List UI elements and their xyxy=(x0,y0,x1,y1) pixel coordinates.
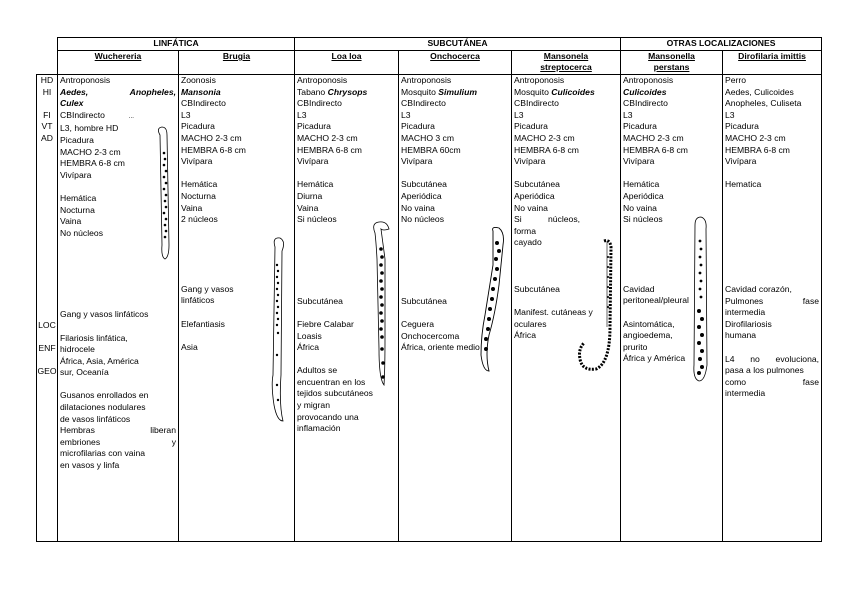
diro-enf-2: humana xyxy=(725,330,757,341)
oncho-hi-a: Mosquito xyxy=(401,86,439,97)
strep-ad-1: Picadura xyxy=(514,121,548,132)
wuch-note-5b: y xyxy=(171,436,176,447)
wuch-note-4a: Hembras xyxy=(60,425,95,436)
strep-hd: Antroponosis xyxy=(514,75,565,85)
loa-ad-3: HEMBRA 6-8 cm xyxy=(297,144,362,155)
diro-enf-1: Dirofilariosis xyxy=(725,318,772,329)
wuch-m-2: Nocturna xyxy=(60,204,95,215)
loa-ad-1: Picadura xyxy=(297,121,331,132)
row-label-ad: AD xyxy=(41,132,53,143)
loa-note-6: inflamación xyxy=(297,423,341,434)
oncho-hd: Antroponosis xyxy=(401,75,452,85)
wuch-hi-2: Anopheles, xyxy=(129,86,176,97)
corner-cell-2 xyxy=(37,51,58,75)
species-streptocerca-2: streptocerca xyxy=(540,62,592,72)
corner-cell xyxy=(37,38,58,51)
group-header-linfatica: LINFÁTICA xyxy=(58,38,295,51)
strep-ad-3: HEMBRA 6-8 cm xyxy=(514,144,579,155)
diro-note-1a: L4 xyxy=(725,353,735,364)
species-wuchereria: Wuchereria xyxy=(94,51,142,61)
strep-enf-1: Manifest. cutáneas y xyxy=(514,307,593,318)
brugia-loc-1: Gang y vasos xyxy=(181,283,234,294)
wuch-geo-2: sur, Oceanía xyxy=(60,367,109,378)
loa-hi-b: Chrysops xyxy=(327,86,368,97)
group-header-subcutanea: SUBCUTÁNEA xyxy=(295,38,621,51)
perst-ad-1: Picadura xyxy=(623,121,657,132)
wuch-ad-3: HEMBRA 6-8 cm xyxy=(60,158,125,169)
perst-geo: África y América xyxy=(623,353,686,364)
species-header-onchocerca xyxy=(399,51,512,75)
diro-ad-4: Vivípara xyxy=(725,156,757,167)
species-header-dirofilaria xyxy=(723,51,822,75)
row-label-vt: VT xyxy=(41,121,53,132)
diro-note-3b: fase xyxy=(802,376,820,387)
brugia-loc-2: linfáticos xyxy=(181,295,215,306)
loa-m-2: Diurna xyxy=(297,190,323,201)
diro-loc-2b: fase xyxy=(802,295,820,306)
species-dirofilaria: Dirofilaria imittis xyxy=(738,51,806,61)
loa-enf-2: Loasis xyxy=(297,330,322,341)
strep-m-3: No vaina xyxy=(514,202,548,213)
strep-ad-2: MACHO 2-3 cm xyxy=(514,132,575,143)
oncho-m-4: No núcleos xyxy=(401,214,445,225)
wuch-hd: Antroponosis xyxy=(60,75,111,85)
oncho-geo: África, oriente medio xyxy=(401,342,480,353)
brugia-ad-1: Picadura xyxy=(181,121,215,132)
perstans-microfilaria-illustration xyxy=(687,215,713,383)
oncho-enf-1: Ceguera xyxy=(401,318,434,329)
cell-onchocerca xyxy=(399,75,512,542)
strep-vt: L3 xyxy=(514,109,524,120)
brugia-m-4: 2 núcleos xyxy=(181,214,218,225)
wuch-enf-2: hidrocele xyxy=(60,344,95,355)
species-header-streptocerca xyxy=(512,51,621,75)
group-header-otras: OTRAS LOCALIZACIONES xyxy=(621,38,822,51)
perst-loc-1: Cavidad xyxy=(623,283,655,294)
brugia-ad-2: MACHO 2-3 cm xyxy=(181,132,242,143)
loa-m-4: Si núcleos xyxy=(297,214,337,225)
perst-m-2: Aperiódica xyxy=(623,190,664,201)
species-brugia: Brugia xyxy=(222,51,251,61)
diro-hi: Aedes, Culicoides xyxy=(725,86,794,97)
diro-note-1c: evoluciona, xyxy=(775,353,820,364)
perst-fi: CBIndirecto xyxy=(623,98,668,109)
row-labels xyxy=(37,75,58,542)
diro-loc-1: Cavidad corazón, xyxy=(725,283,792,294)
oncho-ad-2: MACHO 3 cm xyxy=(401,132,455,143)
loa-note-2: encuentran en los xyxy=(297,376,366,387)
loa-note-1: Adultos se xyxy=(297,365,338,376)
diro-loc-3: intermedia xyxy=(725,307,766,318)
strep-enf-2: oculares xyxy=(514,318,547,329)
wuch-note-6: microfilarias con vaina xyxy=(60,448,146,459)
wuch-m-3: Vaina xyxy=(60,216,82,227)
species-perstans-1: Mansonella xyxy=(648,51,695,61)
cell-streptocerca xyxy=(512,75,621,542)
brugia-hd: Zoonosis xyxy=(181,75,216,85)
species-loa: Loa loa xyxy=(331,51,362,61)
loa-enf-1: Fiebre Calabar xyxy=(297,318,354,329)
cell-brugia xyxy=(179,75,295,542)
wuch-m-4: No núcleos xyxy=(60,227,103,238)
species-header-wuchereria xyxy=(58,51,179,75)
filaria-table xyxy=(36,37,822,542)
diro-vt: L3 xyxy=(725,109,735,120)
onchocerca-microfilaria-illustration xyxy=(471,225,511,375)
diro-hd: Perro xyxy=(725,75,747,85)
strep-geo: África xyxy=(514,330,536,341)
wuch-ad-2: MACHO 2-3 cm xyxy=(60,146,121,157)
diro-m-1: Hematica xyxy=(725,179,762,190)
perst-enf-3: prurito xyxy=(623,341,648,352)
wuch-geo-1: África, Asia, América xyxy=(60,355,139,366)
oncho-m-3: No vaina xyxy=(401,202,435,213)
strep-m-4b: núcleos, xyxy=(548,214,581,225)
row-label-hi: HI xyxy=(42,86,52,97)
wuch-note-4b: liberan xyxy=(150,425,176,436)
wuch-note-1: Gusanos enrollados en xyxy=(60,390,149,401)
oncho-m-1: Subcutánea xyxy=(401,179,447,190)
oncho-ad-1: Picadura xyxy=(401,121,435,132)
perst-ad-2: MACHO 2-3 cm xyxy=(623,132,684,143)
oncho-ad-4: Vivípara xyxy=(401,156,433,167)
wuch-m-1: Hemática xyxy=(60,192,97,203)
strep-loc: Subcutánea xyxy=(514,283,560,294)
diro-ad-3: HEMBRA 6-8 cm xyxy=(725,144,790,155)
loa-ad-2: MACHO 2-3 cm xyxy=(297,132,358,143)
row-label-enf: ENF xyxy=(38,342,56,353)
loa-geo: África xyxy=(297,342,319,353)
oncho-hi-b: Simulium xyxy=(438,86,477,97)
wuch-hi-1: Aedes, xyxy=(60,86,89,97)
row-label-geo: GEO xyxy=(37,365,57,376)
diro-note-3a: como xyxy=(725,376,747,387)
loa-m-3: Vaina xyxy=(297,202,319,213)
perst-m-1: Hemática xyxy=(623,179,660,190)
diro-note-2: pasa a los pulmones xyxy=(725,365,804,376)
streptocerca-microfilaria-illustration xyxy=(574,237,618,377)
wuch-enf-1: Filariosis linfática, xyxy=(60,332,128,343)
strep-m-1: Subcutánea xyxy=(514,179,560,190)
strep-hi-b: Culicoides xyxy=(551,86,595,97)
brugia-m-2: Nocturna xyxy=(181,190,216,201)
cell-perstans xyxy=(621,75,723,542)
strep-m-4a: Si xyxy=(514,214,522,225)
oncho-fi: CBIndirecto xyxy=(401,98,446,109)
diro-ad-1: Picadura xyxy=(725,121,759,132)
strep-fi: CBIndirecto xyxy=(514,98,559,109)
oncho-m-2: Aperiódica xyxy=(401,190,442,201)
loa-fi: CBIndirecto xyxy=(297,98,342,109)
species-onchocerca: Onchocerca xyxy=(430,51,480,61)
cell-dirofilaria xyxy=(723,75,822,542)
loa-m-1: Hemática xyxy=(297,179,334,190)
strep-hi-a: Mosquito xyxy=(514,86,552,97)
brugia-m-1: Hemática xyxy=(181,179,218,190)
loa-hd: Antroponosis xyxy=(297,75,348,85)
perst-enf-2: angioedema, xyxy=(623,330,673,341)
row-label-hd: HD xyxy=(40,75,54,85)
perst-ad-3: HEMBRA 6-8 cm xyxy=(623,144,688,155)
loa-hi-a: Tabano xyxy=(297,86,328,97)
perst-ad-4: Vivípara xyxy=(623,156,655,167)
wuch-hi-3: Culex xyxy=(60,98,84,109)
perst-enf-1: Asintomática, xyxy=(623,318,675,329)
perst-loc-2: peritoneal/pleural xyxy=(623,295,689,306)
diro-loc-2a: Pulmones xyxy=(725,295,764,306)
wuch-fi-dots: ... xyxy=(128,113,134,120)
strep-ad-4: Vivípara xyxy=(514,156,546,167)
loa-microfilaria-illustration xyxy=(365,219,397,389)
strep-m-6: cayado xyxy=(514,237,542,248)
wuch-note-7: en vasos y linfa xyxy=(60,460,120,471)
species-header-loa xyxy=(295,51,399,75)
cell-loa xyxy=(295,75,399,542)
brugia-geo: Asia xyxy=(181,341,198,352)
oncho-ad-3: HEMBRA 60cm xyxy=(401,144,461,155)
loa-note-3: tejidos subcutáneos xyxy=(297,388,373,399)
diro-note-4: intermedia xyxy=(725,388,766,399)
perst-m-3: No vaina xyxy=(623,202,657,213)
strep-m-5: forma xyxy=(514,225,536,236)
loa-ad-4: Vivípara xyxy=(297,156,329,167)
oncho-vt: L3 xyxy=(401,109,411,120)
oncho-enf-2: Onchocercoma xyxy=(401,330,460,341)
loa-loc: Subcutánea xyxy=(297,295,343,306)
strep-m-2: Aperiódica xyxy=(514,190,555,201)
perst-vt: L3 xyxy=(623,109,633,120)
row-label-fi: FI xyxy=(43,109,51,120)
brugia-m-3: Vaina xyxy=(181,202,203,213)
wuch-ad-4: Vivípara xyxy=(60,169,92,180)
species-streptocerca-1: Mansonela xyxy=(543,51,589,61)
oncho-loc: Subcutánea xyxy=(401,295,447,306)
wuch-fi: CBIndirecto xyxy=(60,109,105,120)
diro-note-1b: no xyxy=(750,353,760,364)
cell-wuchereria xyxy=(58,75,179,542)
diro-ad-2: MACHO 2-3 cm xyxy=(725,132,786,143)
perst-m-4: Si núcleos xyxy=(623,214,663,225)
diro-fi: Anopheles, Culiseta xyxy=(725,98,802,109)
brugia-fi: CBIndirecto xyxy=(181,98,226,109)
wuch-ad-1: Picadura xyxy=(60,134,94,145)
loa-note-5: provocando una xyxy=(297,411,359,422)
wuchereria-microfilaria-illustration xyxy=(154,125,176,261)
perst-hi: Culicoides xyxy=(623,86,667,97)
loa-vt: L3 xyxy=(297,109,307,120)
perst-hd: Antroponosis xyxy=(623,75,674,85)
species-header-perstans xyxy=(621,51,723,75)
wuch-note-3: de vasos linfáticos xyxy=(60,413,131,424)
loa-note-4: y migran xyxy=(297,400,330,411)
wuch-vt: L3, hombre HD xyxy=(60,123,119,134)
species-perstans-2: perstans xyxy=(653,62,690,72)
brugia-ad-4: Vivípara xyxy=(181,156,213,167)
wuch-note-5a: embriones xyxy=(60,436,101,447)
brugia-hi: Mansonia xyxy=(181,86,221,97)
wuch-loc: Gang y vasos linfáticos xyxy=(60,309,149,320)
brugia-ad-3: HEMBRA 6-8 cm xyxy=(181,144,246,155)
wuch-note-2: dilataciones nodulares xyxy=(60,402,146,413)
brugia-microfilaria-illustration xyxy=(263,235,291,425)
brugia-vt: L3 xyxy=(181,109,191,120)
brugia-enf: Elefantiasis xyxy=(181,318,225,329)
species-header-brugia xyxy=(179,51,295,75)
row-label-loc: LOC xyxy=(38,319,56,330)
